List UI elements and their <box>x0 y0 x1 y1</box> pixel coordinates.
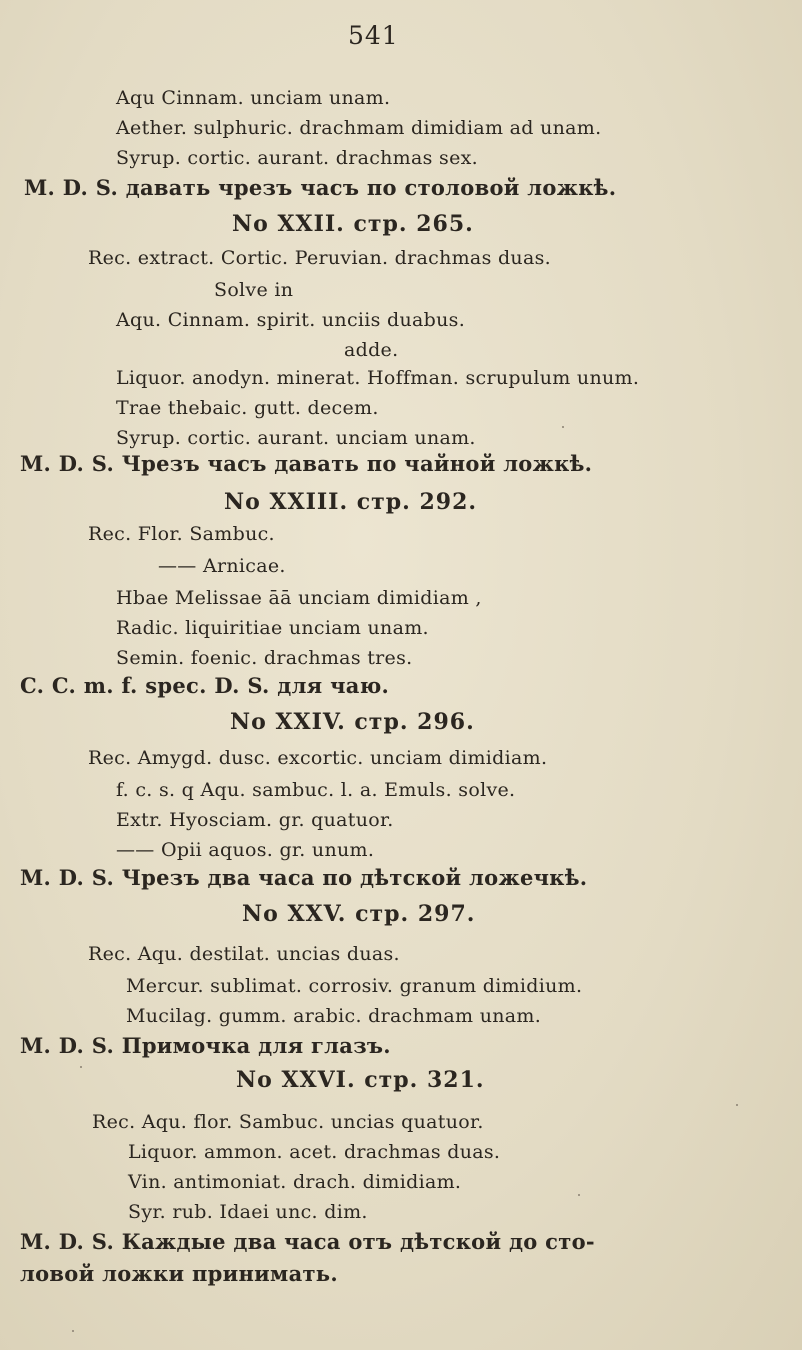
paper-speck <box>736 1104 738 1106</box>
text-line: Rec. Amygd. dusc. excortic. unciam dimidiam. <box>88 747 548 769</box>
directions-line: M. D. S. Чрезъ часъ давать по чайной ложкѣ. <box>20 451 593 476</box>
prescription-heading: No XXVI. стр. 321. <box>236 1067 485 1093</box>
paper-speck <box>80 1066 82 1068</box>
directions-line: M. D. S. давать чрезъ часъ по столовой ложкѣ. <box>24 175 617 200</box>
text-line: Rec. extract. Cortic. Peruvian. drachmas duas. <box>88 247 551 269</box>
text-line: —— Opii aquos. gr. unum. <box>116 839 375 861</box>
text-line: adde. <box>344 339 399 361</box>
text-line: Trae thebaic. gutt. decem. <box>116 397 379 419</box>
text-line: Solve in <box>214 279 294 301</box>
text-line: Rec. Flor. Sambuc. <box>88 523 275 545</box>
directions-line: M. D. S. Чрезъ два часа по дѣтской ложечкѣ. <box>20 865 588 890</box>
text-line: Hbae Melissae āā unciam dimidiam , <box>116 587 482 609</box>
prescription-heading: No XXIII. стр. 292. <box>224 489 478 515</box>
text-line: —— Arnicae. <box>158 555 286 577</box>
text-line: Radic. liquiritiae unciam unam. <box>116 617 429 639</box>
directions-line: M. D. S. Примочка для глазъ. <box>20 1033 391 1058</box>
paper-speck <box>72 1330 74 1332</box>
prescription-heading: No XXII. стр. 265. <box>232 211 474 237</box>
text-line: Syrup. cortic. aurant. drachmas sex. <box>116 147 478 169</box>
text-line: f. c. s. q Aqu. sambuc. l. a. Emuls. solve. <box>116 779 516 801</box>
text-line: Vin. antimoniat. drach. dimidiam. <box>128 1171 462 1193</box>
text-line: Extr. Hyosciam. gr. quatuor. <box>116 809 394 831</box>
directions-line: ловой ложки принимать. <box>20 1261 338 1286</box>
text-line: Liquor. anodyn. minerat. Hoffman. scrupulum unum. <box>116 367 640 389</box>
text-line: Syr. rub. Idaei unc. dim. <box>128 1201 368 1223</box>
paper-speck <box>578 1194 580 1196</box>
text-line: Syrup. cortic. aurant. unciam unam. <box>116 427 476 449</box>
text-line: Liquor. ammon. acet. drachmas duas. <box>128 1141 501 1163</box>
text-line: Aether. sulphuric. drachmam dimidiam ad unam. <box>116 117 602 139</box>
page-number: 541 <box>348 21 399 50</box>
prescription-heading: No XXV. стр. 297. <box>242 901 476 927</box>
text-line: Mercur. sublimat. corrosiv. granum dimidium. <box>126 975 583 997</box>
text-line: Rec. Aqu. destilat. uncias duas. <box>88 943 400 965</box>
directions-line: M. D. S. Каждые два часа отъ дѣтской до сто- <box>20 1229 595 1254</box>
text-line: Semin. foenic. drachmas tres. <box>116 647 413 669</box>
text-line: Aqu. Cinnam. spirit. unciis duabus. <box>116 309 466 331</box>
text-line: Rec. Aqu. flor. Sambuc. uncias quatuor. <box>92 1111 484 1133</box>
text-line: Aqu Cinnam. unciam unam. <box>116 87 391 109</box>
paper-speck <box>562 426 564 428</box>
text-line: Mucilag. gumm. arabic. drachmam unam. <box>126 1005 542 1027</box>
directions-line: C. C. m. f. spec. D. S. для чаю. <box>20 673 390 698</box>
prescription-heading: No XXIV. стр. 296. <box>230 709 475 735</box>
